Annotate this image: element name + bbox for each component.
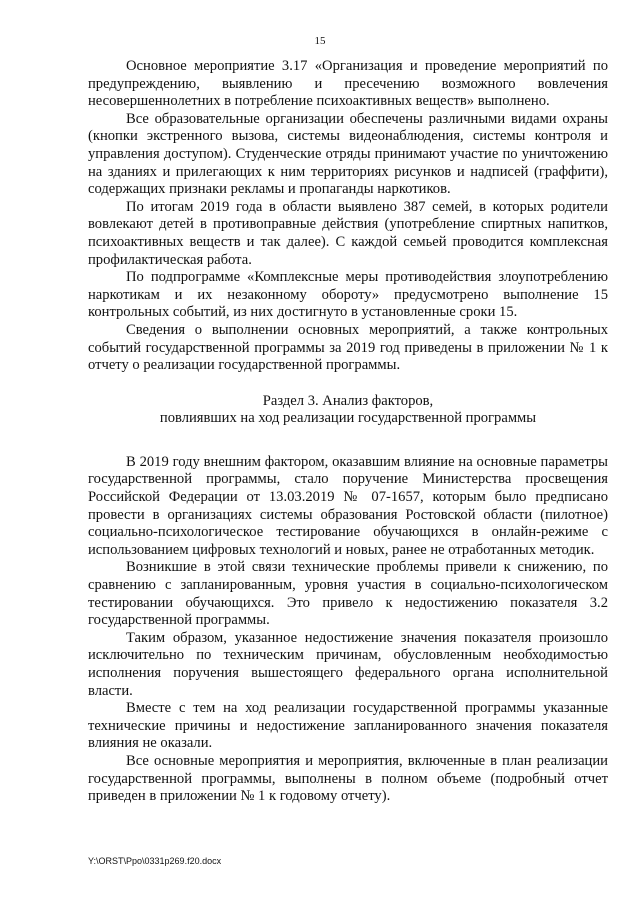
paragraph-no-impact: Вместе с тем на ход реализации государственной программы указанные технические причины и недостижение запланированного значения показателя влияния не оказали. [88,700,608,752]
paragraph-appendix-info: Сведения о выполнении основных мероприятий, а также контрольных событий государственной программы за 2019 год приведены в приложении № 1 к отчету о реализации государственной программы. [88,321,608,374]
paragraph-all-completed: Все основные мероприятия и мероприятия, включенные в план реализации государственной программы, выполнены в полном объеме (подробный отчет приведен в приложении № 1 к годовому отчету). [88,752,608,805]
paragraph-subprogram: По подпрограмме «Комплексные меры противодействия злоупотреблению наркотикам и их незаконному обороту» предусмотрено выполнение 15 контрольных событий, из них достигнуто в установленные сроки 15. [88,269,608,321]
section-title-line2: повлиявших на ход реализации государственной программы [159,410,537,427]
paragraph-conclusion: Таким образом, указанное недостижение значения показателя произошло исключительно по техническим причинам, обусловленным необходимостью исполнения поручения вышестоящего федерального органа исполнительной власти. [88,629,608,699]
section-heading [88,393,608,428]
paragraph-families: По итогам 2019 года в области выявлено 387 семей, в которых родители вовлекают детей в противоправные действия (употребление спиртных напитков, психоактивных веществ и так далее). С каждой семьей проводится комплексная профилактическая работа. [88,198,608,268]
footer-file-path: Y:\ORST\Ppo\0331p269.f20.docx [88,856,222,866]
paragraph-technical-problems: Возникшие в этой связи технические проблемы привели к снижению, по сравнению с запланированным, уровня участия в социально-психологическом тестировании обучающихся. Это привело к недостижению показателя 3.2 государственной программы. [88,559,608,629]
paragraph-security: Все образовательные организации обеспечены различными видами охраны (кнопки экстренного вызова, системы видеонаблюдения, системы контроля и управления доступом). Студенческие отряды принимают участие по уничтожению на зданиях и прилегающих к ним территориях рисунков и надписей (граффити), содержащих признаки рекламы и пропаганды наркотиков. [88,110,608,198]
paragraph-measure-3-17: Основное мероприятие 3.17 «Организация и проведение мероприятий по предупреждению, выявлению и пресечению возможного вовлечения несовершеннолетних в потребление психоактивных веществ» выполнено. [88,58,608,110]
section-title-line1: Раздел 3. Анализ факторов, [262,392,434,409]
document-body [88,58,608,806]
paragraph-external-factor: В 2019 году внешним фактором, оказавшим влияние на основные параметры государственной программы, стало поручение Министерства просвещения Российской Федерации от 13.03.2019 № 07-1657, которым было предписано провести в организациях системы образования Ростовской области (пилотное) социально-психологическое тестирование обучающихся в онлайн-режиме с использованием цифровых технологий и новых, ранее не отработанных методик. [88,453,608,558]
page-number: 15 [314,35,326,47]
